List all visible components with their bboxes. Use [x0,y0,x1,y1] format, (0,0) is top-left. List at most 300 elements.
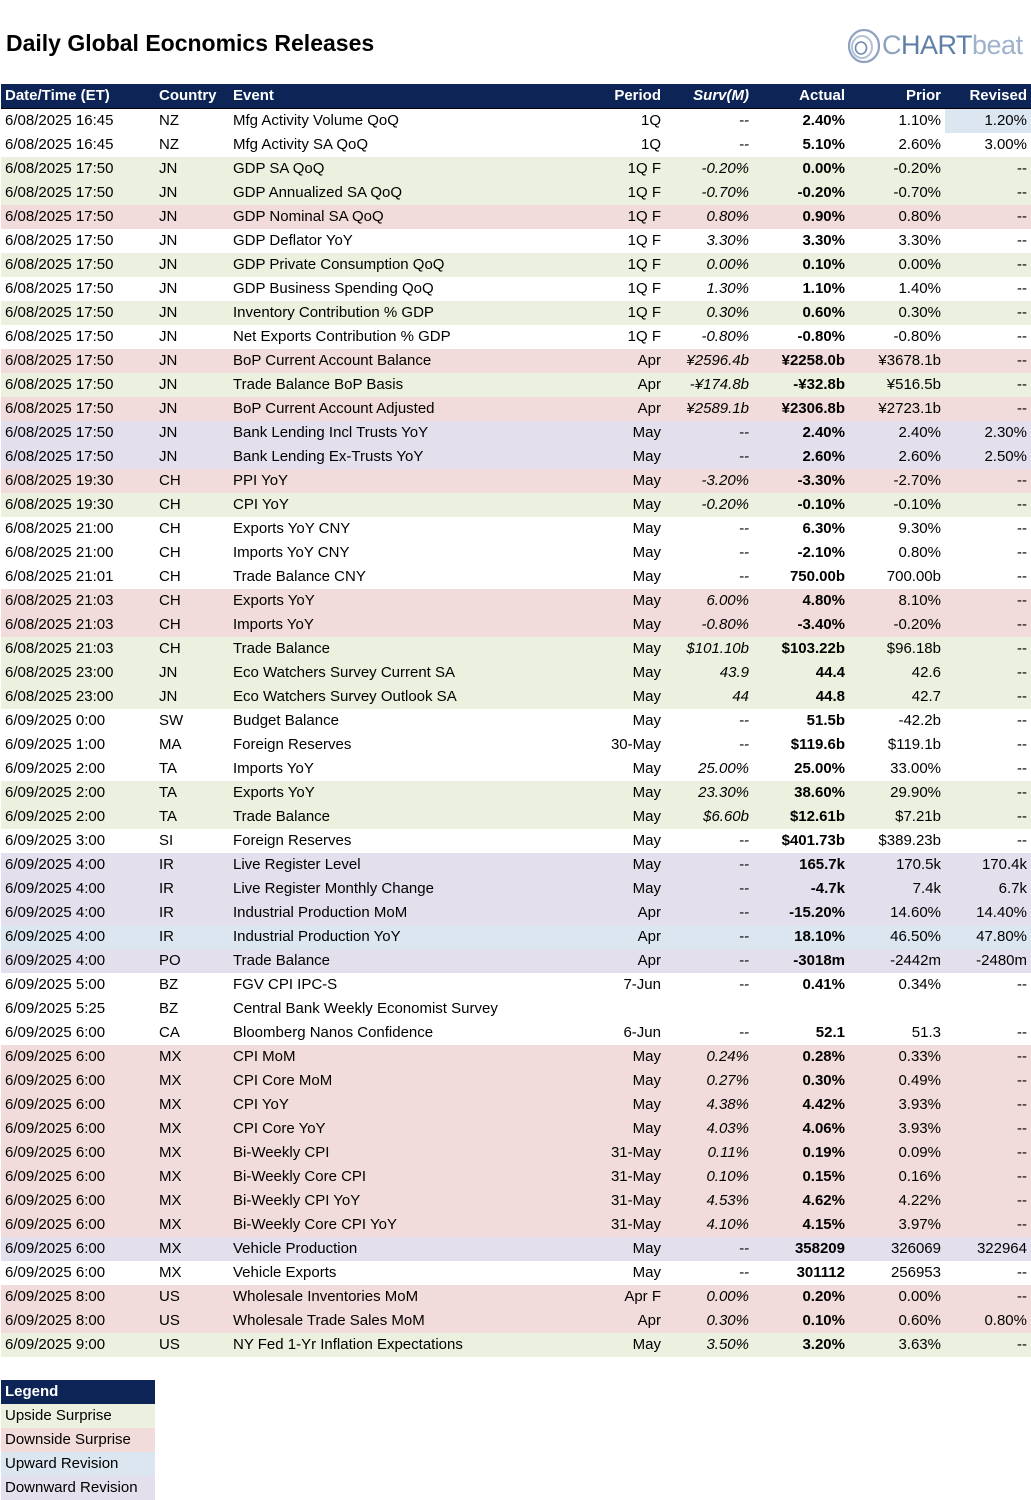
cell-date: 6/08/2025 17:50 [1,181,155,205]
cell-prior: $7.21b [849,805,945,829]
cell-revised: -- [945,805,1031,829]
cell-event: Industrial Production MoM [229,901,565,925]
cell-period: 1Q F [565,205,665,229]
cell-date: 6/09/2025 6:00 [1,1189,155,1213]
cell-prior: 3.93% [849,1117,945,1141]
cell-revised: -- [945,589,1031,613]
cell-event: CPI YoY [229,1093,565,1117]
cell-event: Exports YoY [229,781,565,805]
cell-prior: $389.23b [849,829,945,853]
cell-date: 6/09/2025 5:00 [1,973,155,997]
cell-date: 6/09/2025 6:00 [1,1237,155,1261]
cell-survey [665,997,753,1021]
cell-event: GDP Business Spending QoQ [229,277,565,301]
cell-period: 30-May [565,733,665,757]
cell-survey: -3.20% [665,469,753,493]
cell-period: May [565,565,665,589]
cell-country: MX [155,1165,229,1189]
cell-actual: 38.60% [753,781,849,805]
cell-revised: -- [945,253,1031,277]
cell-period: May [565,1069,665,1093]
cell-country: CA [155,1021,229,1045]
cell-prior: 256953 [849,1261,945,1285]
cell-revised: -- [945,301,1031,325]
cell-event: CPI YoY [229,493,565,517]
cell-country: PO [155,949,229,973]
cell-country: JN [155,661,229,685]
chartbeat-logo [846,26,1031,68]
cell-period: May [565,1117,665,1141]
col-header-survey: Surv(M) [665,84,753,109]
cell-period: 1Q F [565,181,665,205]
cell-event: Bloomberg Nanos Confidence [229,1021,565,1045]
table-row [1,469,1031,493]
table-row [1,925,1031,949]
cell-actual: 4.15% [753,1213,849,1237]
cell-prior: 42.7 [849,685,945,709]
cell-period: May [565,877,665,901]
col-header-event: Event [229,84,565,109]
cell-prior: 0.16% [849,1165,945,1189]
cell-actual: 0.20% [753,1285,849,1309]
cell-date: 6/08/2025 17:50 [1,421,155,445]
cell-revised: -- [945,685,1031,709]
cell-prior: 0.00% [849,1285,945,1309]
cell-date: 6/08/2025 23:00 [1,661,155,685]
cell-country: MX [155,1069,229,1093]
cell-event: Imports YoY CNY [229,541,565,565]
cell-survey: -0.80% [665,613,753,637]
table-row [1,445,1031,469]
cell-period: 6-Jun [565,1021,665,1045]
cell-survey: -0.20% [665,157,753,181]
cell-survey: -0.20% [665,493,753,517]
logo-wordmark: CHARTbeat [882,30,1023,60]
col-header-date: Date/Time (ET) [1,84,155,109]
cell-period: 1Q F [565,229,665,253]
cell-prior: ¥3678.1b [849,349,945,373]
cell-revised: -- [945,1093,1031,1117]
cell-period: Apr F [565,1285,665,1309]
cell-country: SI [155,829,229,853]
cell-actual: 750.00b [753,565,849,589]
cell-actual: 0.30% [753,1069,849,1093]
cell-date: 6/08/2025 17:50 [1,349,155,373]
table-row [1,1285,1031,1309]
cell-date: 6/09/2025 6:00 [1,1213,155,1237]
cell-event: Imports YoY [229,757,565,781]
cell-date: 6/09/2025 8:00 [1,1309,155,1333]
table-row [1,1309,1031,1333]
cell-actual: ¥2258.0b [753,349,849,373]
table-row [1,397,1031,421]
cell-prior: 0.80% [849,541,945,565]
cell-date: 6/09/2025 6:00 [1,1045,155,1069]
cell-survey: 0.27% [665,1069,753,1093]
cell-survey: 3.30% [665,229,753,253]
cell-period: 1Q [565,109,665,134]
cell-survey: ¥2589.1b [665,397,753,421]
cell-period: May [565,661,665,685]
cell-survey: -- [665,877,753,901]
cell-survey: 4.53% [665,1189,753,1213]
cell-date: 6/08/2025 19:30 [1,493,155,517]
cell-prior: -0.10% [849,493,945,517]
table-row [1,277,1031,301]
cell-actual: $103.22b [753,637,849,661]
cell-country: JN [155,157,229,181]
cell-event: Net Exports Contribution % GDP [229,325,565,349]
col-header-country: Country [155,84,229,109]
table-row [1,565,1031,589]
cell-survey: -- [665,901,753,925]
cell-survey: -- [665,925,753,949]
cell-survey: 44 [665,685,753,709]
cell-revised: -- [945,373,1031,397]
cell-country: SW [155,709,229,733]
cell-event: Trade Balance [229,637,565,661]
cell-period: May [565,685,665,709]
cell-actual: 51.5b [753,709,849,733]
cell-period: May [565,517,665,541]
cell-country: JN [155,277,229,301]
cell-country: MX [155,1045,229,1069]
cell-country: JN [155,685,229,709]
cell-survey: -- [665,829,753,853]
cell-country: US [155,1309,229,1333]
cell-revised: 6.7k [945,877,1031,901]
cell-period: Apr [565,949,665,973]
cell-country: JN [155,421,229,445]
table-row [1,781,1031,805]
cell-date: 6/08/2025 17:50 [1,325,155,349]
cell-prior: 0.49% [849,1069,945,1093]
cell-survey: 1.30% [665,277,753,301]
cell-date: 6/08/2025 17:50 [1,205,155,229]
cell-event: Vehicle Production [229,1237,565,1261]
cell-prior: -0.20% [849,157,945,181]
cell-revised: -- [945,181,1031,205]
cell-revised: -- [945,1045,1031,1069]
cell-actual: 0.15% [753,1165,849,1189]
cell-actual: 18.10% [753,925,849,949]
cell-period: Apr [565,349,665,373]
cell-revised: 14.40% [945,901,1031,925]
cell-event: Eco Watchers Survey Outlook SA [229,685,565,709]
cell-period: 1Q F [565,277,665,301]
cell-prior: ¥2723.1b [849,397,945,421]
table-body [1,109,1031,1358]
cell-actual: ¥2306.8b [753,397,849,421]
cell-date: 6/08/2025 17:50 [1,445,155,469]
table-row [1,1141,1031,1165]
cell-prior: 1.40% [849,277,945,301]
table-row [1,373,1031,397]
cell-event: Industrial Production YoY [229,925,565,949]
cell-survey: 3.50% [665,1333,753,1357]
cell-revised: -- [945,397,1031,421]
cell-actual: 52.1 [753,1021,849,1045]
cell-actual: 4.42% [753,1093,849,1117]
cell-actual: 0.90% [753,205,849,229]
cell-revised: -- [945,829,1031,853]
cell-survey: -- [665,1261,753,1285]
page-title: Daily Global Eocnomics Releases [6,30,375,56]
cell-actual: -15.20% [753,901,849,925]
cell-prior: 2.60% [849,133,945,157]
cell-prior: 2.60% [849,445,945,469]
cell-date: 6/08/2025 16:45 [1,133,155,157]
cell-country: MX [155,1213,229,1237]
cell-prior: 0.30% [849,301,945,325]
cell-country: JN [155,205,229,229]
cell-date: 6/09/2025 6:00 [1,1165,155,1189]
cell-actual: $119.6b [753,733,849,757]
cell-country: IR [155,901,229,925]
cell-actual: -0.80% [753,325,849,349]
cell-actual: 0.28% [753,1045,849,1069]
cell-date: 6/09/2025 9:00 [1,1333,155,1357]
cell-period: 7-Jun [565,973,665,997]
cell-country: CH [155,541,229,565]
cell-date: 6/09/2025 4:00 [1,925,155,949]
cell-period: May [565,1045,665,1069]
cell-period: May [565,829,665,853]
cell-survey: -0.70% [665,181,753,205]
cell-revised: -- [945,733,1031,757]
cell-period: 31-May [565,1165,665,1189]
cell-actual: 4.80% [753,589,849,613]
cell-event: Trade Balance [229,949,565,973]
cell-period: May [565,709,665,733]
cell-period: 1Q [565,133,665,157]
cell-date: 6/09/2025 2:00 [1,781,155,805]
cell-prior: ¥516.5b [849,373,945,397]
cell-period: May [565,493,665,517]
cell-period: May [565,469,665,493]
cell-date: 6/08/2025 21:03 [1,613,155,637]
cell-event: Bi-Weekly Core CPI YoY [229,1213,565,1237]
table-row [1,901,1031,925]
cell-period [565,997,665,1021]
cell-date: 6/09/2025 6:00 [1,1117,155,1141]
cell-date: 6/09/2025 0:00 [1,709,155,733]
cell-prior: -2.70% [849,469,945,493]
cell-revised: 2.50% [945,445,1031,469]
cell-date: 6/09/2025 3:00 [1,829,155,853]
cell-event: CPI Core YoY [229,1117,565,1141]
cell-actual: -0.10% [753,493,849,517]
cell-actual: 4.06% [753,1117,849,1141]
cell-date: 6/08/2025 21:03 [1,589,155,613]
cell-revised: -- [945,325,1031,349]
cell-date: 6/08/2025 19:30 [1,469,155,493]
cell-period: May [565,757,665,781]
cell-country: JN [155,349,229,373]
table-row [1,1189,1031,1213]
cell-actual: -4.7k [753,877,849,901]
cell-period: May [565,853,665,877]
table-row [1,1093,1031,1117]
table-row [1,1237,1031,1261]
cell-country: CH [155,637,229,661]
cell-survey: -- [665,949,753,973]
cell-event: GDP Private Consumption QoQ [229,253,565,277]
cell-survey: $6.60b [665,805,753,829]
table-row [1,229,1031,253]
cell-prior: -0.70% [849,181,945,205]
table-row [1,1333,1031,1357]
cell-event: CPI Core MoM [229,1069,565,1093]
table-row [1,493,1031,517]
cell-event: Bi-Weekly CPI [229,1141,565,1165]
cell-prior: -0.80% [849,325,945,349]
cell-prior: 326069 [849,1237,945,1261]
cell-actual: 6.30% [753,517,849,541]
cell-event: Trade Balance [229,805,565,829]
cell-revised: -- [945,229,1031,253]
cell-revised: -- [945,349,1031,373]
cell-period: 1Q F [565,301,665,325]
cell-actual: 2.40% [753,109,849,134]
cell-prior: 33.00% [849,757,945,781]
cell-country: CH [155,613,229,637]
cell-country: US [155,1333,229,1357]
cell-date: 6/09/2025 6:00 [1,1069,155,1093]
table-row [1,1165,1031,1189]
cell-prior: 8.10% [849,589,945,613]
cell-event: Bank Lending Ex-Trusts YoY [229,445,565,469]
cell-period: 31-May [565,1141,665,1165]
cell-date: 6/08/2025 23:00 [1,685,155,709]
table-row [1,973,1031,997]
legend-upward-revision: Upward Revision [1,1452,155,1476]
cell-actual: 2.60% [753,445,849,469]
cell-actual: $12.61b [753,805,849,829]
cell-prior: 0.09% [849,1141,945,1165]
table-row [1,589,1031,613]
table-row [1,133,1031,157]
cell-survey: -0.80% [665,325,753,349]
cell-revised: -- [945,781,1031,805]
cell-survey: -- [665,709,753,733]
cell-survey: -- [665,133,753,157]
table-row [1,661,1031,685]
table-row [1,805,1031,829]
cell-actual: 3.30% [753,229,849,253]
cell-date: 6/09/2025 6:00 [1,1093,155,1117]
table-row [1,1117,1031,1141]
cell-survey: 6.00% [665,589,753,613]
cell-date: 6/08/2025 16:45 [1,109,155,134]
cell-event: Trade Balance CNY [229,565,565,589]
legend-downward-revision: Downward Revision [1,1476,155,1500]
table-row [1,853,1031,877]
cell-revised: 47.80% [945,925,1031,949]
cell-survey: 0.10% [665,1165,753,1189]
cell-event: GDP SA QoQ [229,157,565,181]
cell-country: IR [155,925,229,949]
cell-date: 6/08/2025 21:00 [1,517,155,541]
table-row [1,349,1031,373]
cell-event: Wholesale Trade Sales MoM [229,1309,565,1333]
table-row [1,517,1031,541]
table-row [1,1069,1031,1093]
cell-date: 6/09/2025 6:00 [1,1021,155,1045]
cell-actual: 4.62% [753,1189,849,1213]
cell-actual: -3018m [753,949,849,973]
cell-event: GDP Annualized SA QoQ [229,181,565,205]
cell-prior: -0.20% [849,613,945,637]
cell-date: 6/09/2025 8:00 [1,1285,155,1309]
cell-revised: -2480m [945,949,1031,973]
table-row [1,709,1031,733]
cell-survey: -- [665,1237,753,1261]
cell-country: JN [155,445,229,469]
cell-event: FGV CPI IPC-S [229,973,565,997]
cell-actual: 5.10% [753,133,849,157]
cell-revised: -- [945,1069,1031,1093]
cell-date: 6/08/2025 17:50 [1,277,155,301]
cell-revised: -- [945,1021,1031,1045]
table-row [1,301,1031,325]
cell-survey: 23.30% [665,781,753,805]
cell-date: 6/08/2025 17:50 [1,373,155,397]
table-row [1,253,1031,277]
cell-revised: -- [945,973,1031,997]
cell-event: GDP Nominal SA QoQ [229,205,565,229]
cell-country: NZ [155,133,229,157]
cell-country: MX [155,1141,229,1165]
cell-prior: 1.10% [849,109,945,134]
cell-revised: -- [945,709,1031,733]
cell-revised: 170.4k [945,853,1031,877]
cell-revised [945,997,1031,1021]
cell-actual: 0.60% [753,301,849,325]
cell-country: TA [155,805,229,829]
cell-revised: 322964 [945,1237,1031,1261]
cell-survey: -- [665,541,753,565]
cell-survey: $101.10b [665,637,753,661]
cell-revised: -- [945,1261,1031,1285]
table-row [1,109,1031,134]
cell-date: 6/08/2025 17:50 [1,397,155,421]
table-row [1,829,1031,853]
cell-event: Central Bank Weekly Economist Survey [229,997,565,1021]
cell-survey: 0.00% [665,1285,753,1309]
cell-revised: 3.00% [945,133,1031,157]
cell-prior: 0.60% [849,1309,945,1333]
cell-revised: -- [945,757,1031,781]
cell-event: Eco Watchers Survey Current SA [229,661,565,685]
cell-event: CPI MoM [229,1045,565,1069]
cell-prior: 0.80% [849,205,945,229]
cell-period: Apr [565,397,665,421]
cell-event: Budget Balance [229,709,565,733]
cell-survey: -- [665,853,753,877]
cell-prior: 0.33% [849,1045,945,1069]
cell-prior: 3.97% [849,1213,945,1237]
cell-event: Mfg Activity SA QoQ [229,133,565,157]
cell-revised: -- [945,1285,1031,1309]
cell-survey: -- [665,973,753,997]
cell-country: MX [155,1261,229,1285]
cell-event: Imports YoY [229,613,565,637]
cell-revised: -- [945,1333,1031,1357]
cell-prior: 9.30% [849,517,945,541]
cell-country: MX [155,1117,229,1141]
cell-survey: 25.00% [665,757,753,781]
